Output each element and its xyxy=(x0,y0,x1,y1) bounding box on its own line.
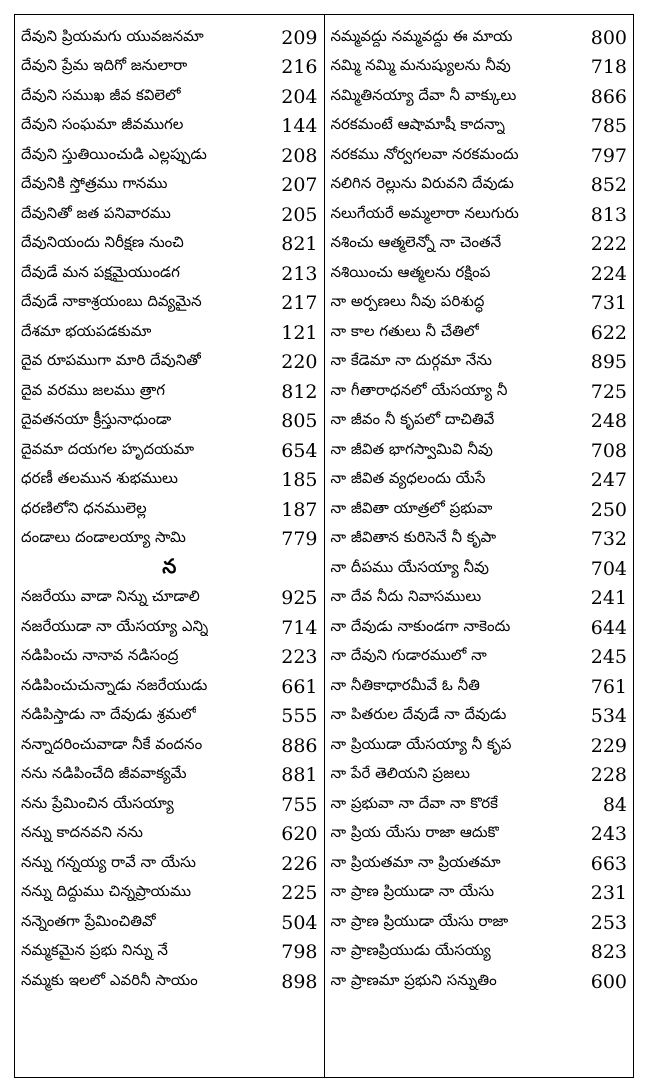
song-title: నమ్మకమైన ప్రభు నిన్ను నే xyxy=(21,941,168,960)
index-entry xyxy=(331,672,628,702)
index-entry xyxy=(21,407,318,437)
song-title: దేవునియందు నిరీక్షణ నుంచి xyxy=(21,233,184,252)
song-title: నజరేయుడా నా యేసయ్యా ఎన్ని xyxy=(21,616,209,635)
index-entry xyxy=(21,82,318,112)
song-number: 245 xyxy=(590,646,627,669)
song-number: 121 xyxy=(281,321,318,344)
index-entry xyxy=(331,407,628,437)
song-title: నా ప్రాణ ప్రియుడా యేసు రాజా xyxy=(330,911,509,930)
song-number: 718 xyxy=(590,56,627,79)
song-title: నా ప్రాణమా ప్రభుని సన్నుతిం xyxy=(330,970,497,989)
song-number: 812 xyxy=(281,380,318,403)
song-number: 144 xyxy=(281,115,318,138)
song-title: నా కాల గతులు నీ చేతిలో xyxy=(330,321,480,340)
song-title: దేవుడే మన పక్షమైయుండగ xyxy=(21,262,180,281)
index-entry xyxy=(331,967,628,997)
index-entry xyxy=(331,348,628,378)
song-number: 228 xyxy=(590,764,627,787)
song-number: 881 xyxy=(281,764,318,787)
song-title: నా ప్రియతమా నా ప్రియతమా xyxy=(330,852,501,871)
song-number: 805 xyxy=(281,410,318,433)
song-title: ధరణీ తలమున శుభములు xyxy=(21,469,178,488)
index-entry xyxy=(21,790,318,820)
song-number: 823 xyxy=(590,941,627,964)
index-entry xyxy=(331,171,628,201)
song-title: దేవుని స్తుతియించుడి ఎల్లప్పుడు xyxy=(21,144,207,163)
index-entry xyxy=(21,761,318,791)
song-title: నా జీవితాన కురిసెనే నీ కృపా xyxy=(330,528,497,547)
right-column xyxy=(325,15,634,1077)
song-title: దేవునితో జత పనివారము xyxy=(21,203,171,222)
song-number: 708 xyxy=(590,439,627,462)
song-title: నా పితరుల దేవుడే నా దేవుడు xyxy=(330,705,507,724)
left-column-bottom-list xyxy=(21,584,318,997)
song-title: నా దీపము యేసయ్యా నీవు xyxy=(330,557,490,576)
song-title: నను నడిపించేది జీవవాక్యమే xyxy=(21,764,187,783)
song-title: దైవతనయా క్రీస్తునాధుండా xyxy=(21,410,172,429)
song-number: 600 xyxy=(590,970,627,993)
song-number: 208 xyxy=(281,144,318,167)
index-entry xyxy=(331,466,628,496)
index-entry xyxy=(331,613,628,643)
song-title: నన్నెంతగా ప్రేమించితివో xyxy=(21,911,156,930)
index-entry xyxy=(21,466,318,496)
song-number: 714 xyxy=(281,616,318,639)
song-number: 243 xyxy=(590,823,627,846)
song-title: నా నీతికాధారమీవే ఓ నీతి xyxy=(330,675,480,694)
song-number: 785 xyxy=(590,115,627,138)
song-number: 229 xyxy=(590,734,627,757)
index-entry xyxy=(21,112,318,142)
song-title: ధరణిలోని ధనములెల్ల xyxy=(21,498,147,517)
song-title: నమ్మవద్దు నమ్మవద్దు ఈ మాయ xyxy=(330,26,513,45)
song-number: 231 xyxy=(590,882,627,905)
song-title: నా జీవితా యాత్రలో ప్రభువా xyxy=(330,498,493,517)
song-number: 895 xyxy=(590,351,627,374)
song-number: 622 xyxy=(590,321,627,344)
index-entry xyxy=(331,761,628,791)
song-title: దేవుని సముఖ జీవ కవిలెలో xyxy=(21,85,181,104)
song-number: 555 xyxy=(281,705,318,728)
song-title: నశించు ఆత్మలెన్నో నా చెంతనే xyxy=(330,233,502,252)
song-title: నమ్మితినయ్యా దేవా నీ వాక్కులు xyxy=(330,85,517,104)
index-entry xyxy=(331,731,628,761)
index-entry xyxy=(21,171,318,201)
index-entry xyxy=(21,259,318,289)
song-title: దేవుడే నాకాశ్రయంబు దివ్యమైన xyxy=(21,292,202,311)
song-title: నడిపిస్తాడు నా దేవుడు శ్రమలో xyxy=(21,705,197,724)
song-number: 732 xyxy=(590,528,627,551)
song-number: 620 xyxy=(281,823,318,846)
index-entry xyxy=(21,348,318,378)
index-entry xyxy=(331,938,628,968)
song-title: నలుగేయరే అమ్మలారా నలుగురు xyxy=(330,203,519,222)
song-number: 225 xyxy=(281,882,318,905)
song-title: నమ్మి నమ్మి మనుష్యులను నీవు xyxy=(330,56,511,75)
index-entry xyxy=(21,908,318,938)
song-title: దైవమా దయగల హృదయమా xyxy=(21,439,195,458)
song-number: 761 xyxy=(590,675,627,698)
song-number: 898 xyxy=(281,970,318,993)
index-entry xyxy=(21,938,318,968)
index-entry xyxy=(331,112,628,142)
song-number: 253 xyxy=(590,911,627,934)
song-title: నా దేవుడు నాకుండగా నాకెందు xyxy=(330,616,511,635)
letter-heading: న xyxy=(162,554,177,579)
index-entry xyxy=(21,702,318,732)
index-entry xyxy=(21,643,318,673)
index-entry xyxy=(21,53,318,83)
song-title: నశియించు ఆత్మలను రక్షింప xyxy=(330,262,491,281)
song-title: దేవుని సంఘమా జీవముగల xyxy=(21,115,184,134)
left-column xyxy=(15,15,325,1077)
song-number: 755 xyxy=(281,793,318,816)
song-title: నా పేరే తెలియని ప్రజలు xyxy=(330,764,470,783)
index-entry xyxy=(21,879,318,909)
song-number: 224 xyxy=(590,262,627,285)
index-entry xyxy=(21,731,318,761)
song-number: 213 xyxy=(281,262,318,285)
song-number: 663 xyxy=(590,852,627,875)
song-number: 226 xyxy=(281,852,318,875)
index-entry xyxy=(331,879,628,909)
index-entry xyxy=(21,23,318,53)
left-column-top-list xyxy=(21,23,318,554)
index-entry xyxy=(21,141,318,171)
index-entry xyxy=(331,436,628,466)
index-entry xyxy=(21,613,318,643)
song-number: 241 xyxy=(590,587,627,610)
index-entry xyxy=(331,525,628,555)
song-number: 813 xyxy=(590,203,627,226)
index-entry xyxy=(21,672,318,702)
index-entry xyxy=(21,849,318,879)
index-entry xyxy=(331,82,628,112)
song-number: 731 xyxy=(590,292,627,315)
song-title: నా ప్రియుడా యేసయ్యా నీ కృప xyxy=(330,734,512,753)
index-entry xyxy=(331,318,628,348)
song-title: నమ్మకు ఇలలో ఎవరినీ సాయం xyxy=(21,970,198,989)
song-number: 247 xyxy=(590,469,627,492)
song-number: 222 xyxy=(590,233,627,256)
index-entry xyxy=(21,200,318,230)
song-title: నా కేడెమా నా దుర్గమా నేను xyxy=(330,351,492,370)
song-number: 644 xyxy=(590,616,627,639)
index-entry xyxy=(331,230,628,260)
index-entry xyxy=(21,230,318,260)
song-number: 779 xyxy=(281,528,318,551)
index-entry xyxy=(331,849,628,879)
song-title: నా జీవిత వ్యధలందు యేసే xyxy=(330,469,486,488)
song-title: దేశమా భయపడకుమా xyxy=(21,321,152,340)
index-entry xyxy=(21,318,318,348)
song-number: 886 xyxy=(281,734,318,757)
song-title: నా దేవ నీదు నివాసములు xyxy=(330,587,482,606)
song-title: నా గీతారాధనలో యేసయ్యా నీ xyxy=(330,380,508,399)
song-number: 821 xyxy=(281,233,318,256)
index-entry xyxy=(331,23,628,53)
index-entry xyxy=(21,584,318,614)
song-title: దైవ వరము జలము త్రాగ xyxy=(21,380,165,399)
song-title: నన్ను గన్నయ్య రావే నా యేసు xyxy=(21,852,196,871)
song-title: నరకమంటే ఆషామాషీ కాదన్నా xyxy=(330,115,505,134)
song-number: 798 xyxy=(281,941,318,964)
song-title: నరకము నోర్వగలవా నరకమందు xyxy=(330,144,519,163)
index-entry xyxy=(331,141,628,171)
song-number: 704 xyxy=(590,557,627,580)
index-entry xyxy=(331,820,628,850)
song-number: 248 xyxy=(590,410,627,433)
song-number: 205 xyxy=(281,203,318,226)
song-number: 207 xyxy=(281,174,318,197)
song-title: నా ప్రియ యేసు రాజా ఆదుకొ xyxy=(330,823,500,842)
index-entry xyxy=(21,289,318,319)
song-title: నడిపించుచున్నాడు నజరేయుడు xyxy=(21,675,208,694)
song-title: నలిగిన రెల్లును విరువని దేవుడు xyxy=(330,174,514,193)
index-entry xyxy=(331,495,628,525)
song-title: నా దేవుని గుడారములో నా xyxy=(330,646,487,665)
song-title: నా అర్పణలు నీవు పరిశుద్ధ xyxy=(330,292,485,311)
index-entry xyxy=(331,53,628,83)
song-number: 185 xyxy=(281,469,318,492)
song-number: 797 xyxy=(590,144,627,167)
index-entry xyxy=(331,702,628,732)
song-title: దేవుని ప్రియమగు యువజనమా xyxy=(21,26,204,45)
song-title: నా జీవం నీ కృపలో దాచితివే xyxy=(330,410,495,429)
song-number: 725 xyxy=(590,380,627,403)
song-title: నన్ను దిద్దుము చిన్నప్రాయము xyxy=(21,882,192,901)
song-number: 204 xyxy=(281,85,318,108)
index-entry xyxy=(21,377,318,407)
index-entry xyxy=(331,377,628,407)
song-title: దైవ రూపముగా మారి దేవునితో xyxy=(21,351,201,370)
song-number: 217 xyxy=(281,292,318,315)
song-title: నజరేయు వాడా నిన్ను చూడాలి xyxy=(21,587,200,606)
song-number: 661 xyxy=(281,675,318,698)
right-column-list xyxy=(331,23,628,997)
song-number: 250 xyxy=(590,498,627,521)
song-number: 209 xyxy=(281,26,318,49)
index-entry xyxy=(331,790,628,820)
song-title: దేవుని ప్రేమ ఇదిగో జనులారా xyxy=(21,56,188,75)
song-number: 504 xyxy=(281,911,318,934)
index-entry xyxy=(21,967,318,997)
index-entry xyxy=(21,820,318,850)
index-entry xyxy=(331,259,628,289)
song-title: నడిపించు నానావ నడిసంద్ర xyxy=(21,646,179,665)
song-number: 800 xyxy=(590,26,627,49)
song-title: నను ప్రేమించిన యేసయ్యా xyxy=(21,793,174,812)
index-entry xyxy=(21,525,318,555)
song-number: 223 xyxy=(281,646,318,669)
song-title: నన్ను కాదనవని నను xyxy=(21,823,143,842)
song-title: నా ప్రభువా నా దేవా నా కొరకే xyxy=(330,793,498,812)
song-title: దేవునికి స్తోత్రము గానము xyxy=(21,174,168,193)
index-entry xyxy=(21,495,318,525)
song-number: 220 xyxy=(281,351,318,374)
index-entry xyxy=(331,200,628,230)
song-number: 187 xyxy=(281,498,318,521)
song-title: నా జీవిత భాగస్వామివి నీవు xyxy=(330,439,493,458)
song-title: దండాలు దండాలయ్యా సామి xyxy=(21,528,186,547)
song-number: 852 xyxy=(590,174,627,197)
song-number: 654 xyxy=(281,439,318,462)
song-number: 216 xyxy=(281,56,318,79)
index-entry xyxy=(331,554,628,584)
index-entry xyxy=(331,908,628,938)
song-title: నా ప్రాణ ప్రియుడా నా యేసు xyxy=(330,882,495,901)
song-title: నా ప్రాణప్రియుడు యేసయ్య xyxy=(330,941,491,960)
song-index-page xyxy=(14,14,634,1078)
song-number: 534 xyxy=(590,705,627,728)
song-title: నన్నాదరించువాడా నీకే వందనం xyxy=(21,734,203,753)
song-number: 866 xyxy=(590,85,627,108)
index-entry xyxy=(331,584,628,614)
index-entry xyxy=(331,643,628,673)
song-number: 84 xyxy=(602,793,627,816)
song-number: 925 xyxy=(281,587,318,610)
index-entry xyxy=(21,436,318,466)
index-entry xyxy=(331,289,628,319)
